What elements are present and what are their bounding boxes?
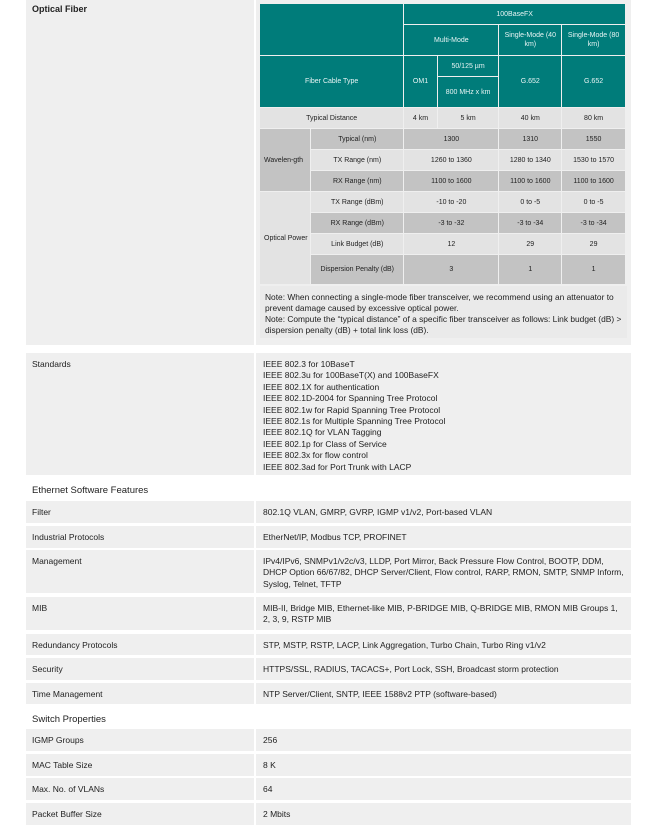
optical-power-sm40: 0 to -5 (499, 192, 561, 212)
spec-row-time-management (26, 683, 631, 704)
spec-value: IPv4/IPv6, SNMPv1/v2c/v3, LLDP, Port Mirror, Back Pressure Flow Control, BOOTP, DDM, DHCP Option 66/67/82, DHCP Server/Client, Flow control, RARP, RMON, SMTP, SNMP Inform, Syslog, Telnet, TFTP (256, 550, 631, 593)
spec-row-filter (26, 501, 631, 523)
header-single-mode-80: Single-Mode (80 km) (562, 25, 625, 55)
typical-distance-sm80: 80 km (562, 108, 625, 128)
fiber-cable-om1: OM1 (404, 56, 436, 107)
optical-power-label: RX Range (dBm) (311, 213, 403, 233)
fiber-cable-mm-spec-1: 50/125 µm (438, 56, 499, 76)
section-title-switch-properties: Switch Properties (32, 714, 106, 725)
optical-power-sm80: 29 (562, 234, 625, 254)
fiber-note: Note: Compute the “typical distance” of a specific fiber transceiver as follows: Link budget (dB) > dispersion penalty (dB) + total link loss (dB). (265, 314, 622, 335)
fiber-cable-sm40: G.652 (499, 56, 561, 107)
wavelength-row (260, 171, 625, 191)
fiber-header-row-1 (260, 4, 625, 24)
optical-power-mm: -3 to -32 (404, 213, 498, 233)
standards-value (256, 353, 631, 475)
header-100basefx: 100BaseFX (404, 4, 625, 24)
fiber-cable-sm80: G.652 (562, 56, 625, 107)
spec-row-max-vlans (26, 778, 631, 800)
spec-row-mib (26, 597, 631, 630)
spec-label: Filter (26, 501, 254, 523)
spec-row-security (26, 658, 631, 680)
typical-distance-row (260, 108, 625, 128)
typical-distance-om1: 4 km (404, 108, 436, 128)
spec-value: HTTPS/SSL, RADIUS, TACACS+, Port Lock, SSH, Broadcast storm protection (256, 658, 631, 680)
optical-power-mm: -10 to -20 (404, 192, 498, 212)
spec-value: 8 K (256, 754, 631, 776)
wavelength-mm: 1260 to 1360 (404, 150, 498, 170)
fiber-note: Note: When connecting a single-mode fiber transceiver, we recommend using an attenuator to prevent damage caused by excessive optical power. (265, 292, 614, 313)
standard-item: IEEE 802.3x for flow control (263, 450, 368, 461)
standard-item: IEEE 802.1Q for VLAN Tagging (263, 427, 382, 438)
wavelength-mm: 1300 (404, 129, 498, 149)
spec-row-packet-buffer-size (26, 803, 631, 825)
standard-item: IEEE 802.1D-2004 for Spanning Tree Protocol (263, 393, 438, 404)
standards-label: Standards (26, 353, 254, 475)
wavelength-group-label: Wavelen-gth (260, 129, 310, 191)
optical-power-mm: 3 (404, 255, 498, 284)
typical-distance-label: Typical Distance (260, 108, 403, 128)
standard-item: IEEE 802.1s for Multiple Spanning Tree Protocol (263, 416, 446, 427)
wavelength-sm40: 1100 to 1600 (499, 171, 561, 191)
standard-item: IEEE 802.3ad for Port Trunk with LACP (263, 461, 412, 472)
fiber-notes (260, 286, 627, 338)
optical-power-label: Link Budget (dB) (311, 234, 403, 254)
wavelength-label: Typical (nm) (311, 129, 403, 149)
optical-power-sm80: -3 to -34 (562, 213, 625, 233)
spec-value: NTP Server/Client, SNTP, IEEE 1588v2 PTP (software-based) (256, 683, 631, 704)
spec-label: Security (26, 658, 254, 680)
wavelength-row (260, 129, 625, 149)
standard-item: IEEE 802.3u for 100BaseT(X) and 100BaseFX (263, 370, 439, 381)
spec-value: STP, MSTP, RSTP, LACP, Link Aggregation, Turbo Chain, Turbo Ring v1/v2 (256, 634, 631, 655)
spec-label: Industrial Protocols (26, 526, 254, 548)
spec-label: Redundancy Protocols (26, 634, 254, 655)
spec-value: EtherNet/IP, Modbus TCP, PROFINET (256, 526, 631, 548)
optical-power-mm: 12 (404, 234, 498, 254)
fiber-cable-mm-spec-2: 800 MHz x km (438, 77, 499, 107)
optical-power-sm40: -3 to -34 (499, 213, 561, 233)
header-single-mode-40: Single-Mode (40 km) (499, 25, 561, 55)
wavelength-sm40: 1310 (499, 129, 561, 149)
optical-fiber-label: Optical Fiber (26, 0, 254, 345)
optical-power-sm80: 1 (562, 255, 625, 284)
spec-value: 64 (256, 778, 631, 800)
optical-fiber-value (256, 0, 631, 345)
fiber-cable-type-label: Fiber Cable Type (260, 56, 403, 107)
standard-item: IEEE 802.1p for Class of Service (263, 438, 387, 449)
standards-row (26, 353, 631, 475)
fiber-cable-type-row (260, 56, 625, 76)
spec-row-mac-table-size (26, 754, 631, 776)
wavelength-mm: 1100 to 1600 (404, 171, 498, 191)
spec-row-igmp-groups (26, 729, 631, 751)
spec-label: Max. No. of VLANs (26, 778, 254, 800)
wavelength-sm40: 1280 to 1340 (499, 150, 561, 170)
spec-label: MIB (26, 597, 254, 630)
optical-power-label: Dispersion Penalty (dB) (311, 255, 403, 284)
optical-power-sm40: 1 (499, 255, 561, 284)
fiber-spec-table (259, 3, 626, 285)
wavelength-label: TX Range (nm) (311, 150, 403, 170)
optical-power-row (260, 213, 625, 233)
optical-power-group-label: Optical Power (260, 192, 310, 284)
spec-label: Management (26, 550, 254, 593)
standard-item: IEEE 802.3 for 10BaseT (263, 359, 355, 369)
optical-power-label: TX Range (dBm) (311, 192, 403, 212)
spec-value: MIB-II, Bridge MIB, Ethernet-like MIB, P-BRIDGE MIB, Q-BRIDGE MIB, RMON MIB Groups 1, 2, 3, 9, RSTP MIB (256, 597, 631, 630)
optical-power-row (260, 234, 625, 254)
header-multi-mode: Multi-Mode (404, 25, 498, 55)
spec-value: 802.1Q VLAN, GMRP, GVRP, IGMP v1/v2, Port-based VLAN (256, 501, 631, 523)
optical-power-sm40: 29 (499, 234, 561, 254)
optical-power-row (260, 192, 625, 212)
spec-label: Time Management (26, 683, 254, 704)
spec-value: 256 (256, 729, 631, 751)
standard-item: IEEE 802.1X for authentication (263, 381, 380, 392)
spec-value: 2 Mbits (256, 803, 631, 825)
spec-row-redundancy-protocols (26, 634, 631, 655)
spec-row-industrial-protocols (26, 526, 631, 548)
optical-power-sm80: 0 to -5 (562, 192, 625, 212)
spec-label: Packet Buffer Size (26, 803, 254, 825)
optical-power-row (260, 255, 625, 284)
optical-fiber-row (26, 0, 631, 345)
typical-distance-sm40: 40 km (499, 108, 561, 128)
wavelength-label: RX Range (nm) (311, 171, 403, 191)
wavelength-sm80: 1530 to 1570 (562, 150, 625, 170)
wavelength-row (260, 150, 625, 170)
header-empty-cell (260, 4, 403, 55)
standard-item: IEEE 802.1w for Rapid Spanning Tree Protocol (263, 404, 441, 415)
spec-label: IGMP Groups (26, 729, 254, 751)
typical-distance-mm: 5 km (438, 108, 499, 128)
wavelength-sm80: 1100 to 1600 (562, 171, 625, 191)
section-title-ethernet-software-features: Ethernet Software Features (32, 485, 149, 496)
spec-row-management (26, 550, 631, 593)
wavelength-sm80: 1550 (562, 129, 625, 149)
spec-label: MAC Table Size (26, 754, 254, 776)
